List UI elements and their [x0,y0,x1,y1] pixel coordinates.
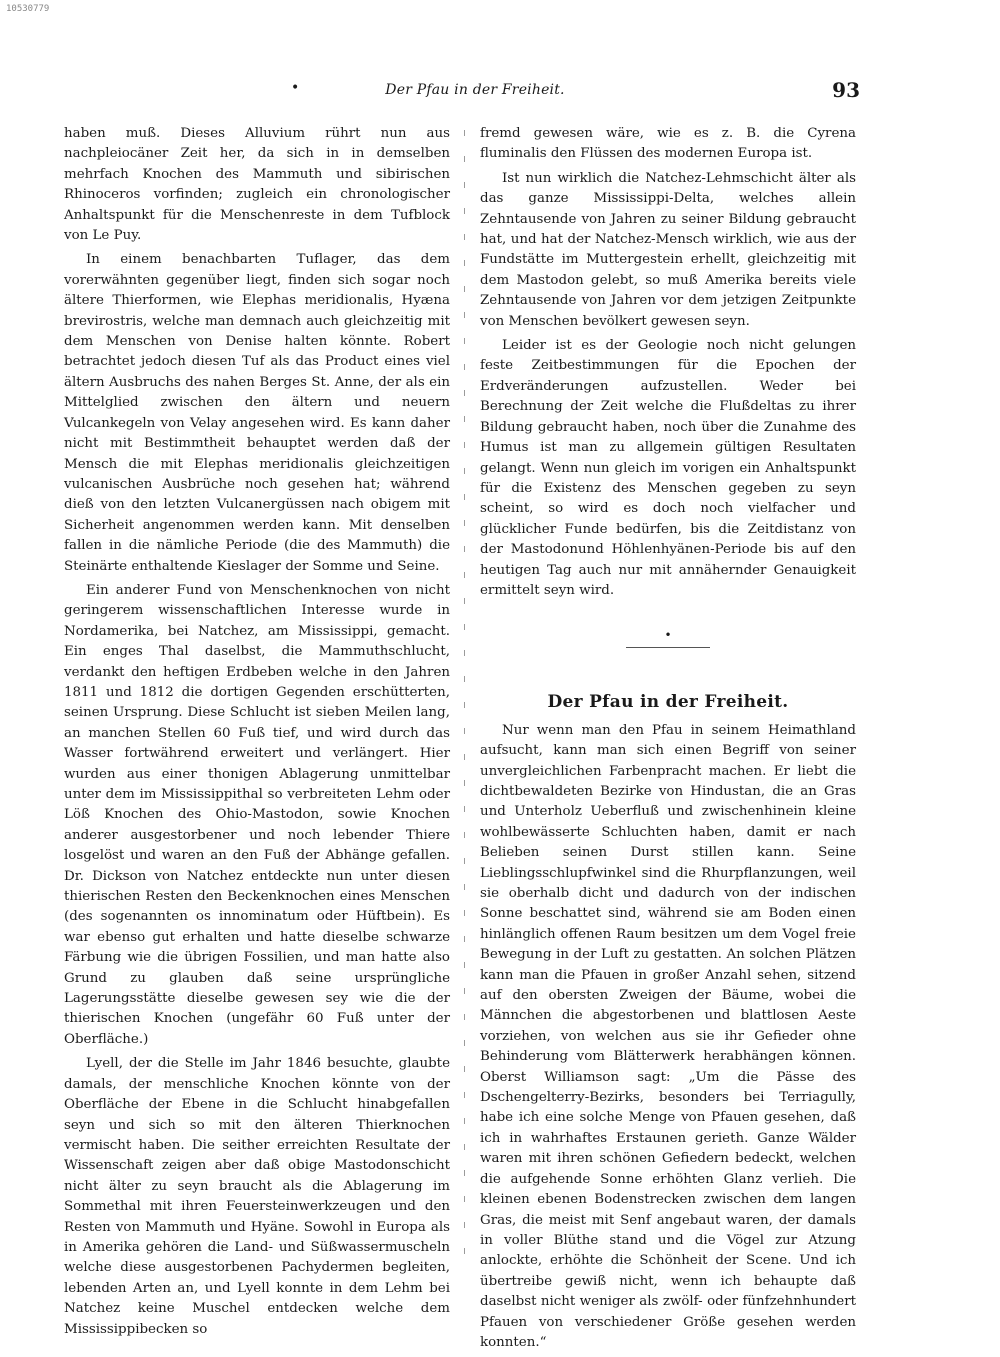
paragraph: haben muß. Dieses Alluvium rührt nun aus nachpleiocäner Zeit her, da sich in in demselben mehrfach Knochen des Mammuth und sibirischen Rhinoceros vorfinden; zugleich ein chronologischer Anhaltspunkt für die Menschenreste in dem Tufblock von Le Puy. [64,126,450,244]
paragraph: Nur wenn man den Pfau in seinem Heimathland aufsucht, kann man sich einen Begriff von seiner unvergleichlichen Farbenpracht machen. Er liebt die dichtbewaldeten Bezirke von Hindustan, die an Gras und Unterholz Ueberfluß und zwischenhinein kleine wohlbewässerte Schluchten haben, damit er nach Belieben seinen Durst stillen kann. Seine Lieblingsschlupfwinkel sind die Rhurpflanzungen, weil sie oberhalb dicht und dadurch von der indischen Sonne beschattet sind, während sie am Boden einen hinlänglich offenen Raum besitzen um dem Vogel freie Bewegung in der Luft zu gestatten. An solchen Plätzen kann man die Pfauen in großer Anzahl sehen, sitzend auf den obersten Zweigen der Bäume, wobei die Männchen die abgestorbenen und blattlosen Aeste vorziehen, von welchen aus sie ihr Gefieder ohne Behinderung vom Blätterwerk herabhängen können. Oberst Williamson sagt: „Um die Pässe des Dschengelterry-Bezirks, besonders bei Terriagully, habe ich eine solche Menge von Pfauen gesehen, daß ich in wahrhaftes Erstaunen gerieth. Ganze Wälder waren mit ihren schönen Gefiedern bedeckt, welchen die aufgehende Sonne erhöhten Glanz verlieh. Die kleinen ebenen Bodenstrecken zwischen dem langen Gras, die meist mit Senf angebaut waren, der damals in voller Blüthe stand und die Vögel zur Atzung anlockte, erhöhte die Schönheit der Scene. Und ich übertreibe gewiß nicht, wenn ich behaupte daß daselbst nicht weniger als zwölf- oder fünfzehnhundert Pfauen von verschiedener Größe gesehen werden konnten.“ [480,722,856,1350]
section-heading: Der Pfau in der Freiheit. [547,692,789,713]
running-head-title: Der Pfau in der Freiheit. [385,82,565,98]
scan-id: 10530779 [6,4,50,14]
column-divider [464,130,465,1260]
paragraph: Ist nun wirklich die Natchez-Lehmschicht älter als das ganze Mississippi-Delta, welches allein Zehntausende von Jahren zu seiner Bildung gebraucht hat, und hat der Natchez-Mensch wirklich, wie aus der Fundstätte im Muttergestein erhellt, gleichzeitig mit dem Mastodon gelebt, so muß Amerika bereits viele Zehntausende von Jahren vor dem jetzigen Zeitpunkte von Menschen bevölkert gewesen seyn. [480,170,856,329]
paragraph: Leider ist es der Geologie noch nicht gelungen feste Zeitbestimmungen für die Epochen der Erdveränderungen aufzustellen. Weder bei Berechnung der Zeit welche die Flußdeltas zu ihrer Bildung gebraucht haben, noch über die Zunahme des Humus ist man zu allgemein gültigen Resultaten gelangt. Wenn nun gleich im vorigen ein Anhaltspunkt für die Existenz des Menschen gegeben zu seyn scheint, so wird es doch noch vielfacher und glücklicher Funde bedürfen, bis die Zeitdistanz von der Mastodonund Höhlenhyänen-Periode bis auf den heutigen Tag auch nur mit annähernder Genauigkeit ermittelt seyn wird. [480,338,856,598]
page-number: 93 [832,78,860,102]
running-head-dot: • [291,80,300,96]
paragraph: Lyell, der die Stelle im Jahr 1846 besuchte, glaubte damals, der menschliche Knochen könnte von der Oberfläche der Ebene in die Schlucht hinabgefallen seyn und sich so mit den älteren Thierknochen vermischt haben. Die seither erreichten Resultate der Wissenschaft zeigen aber daß obige Mastodonschicht nicht älter zu seyn braucht als die Ablagerung im Sommethal mit ihren Feuersteinwerkzeugen und den Resten von Mammuth und Hyäne. Sowohl in Europa als in Amerika gehören die Land- und Süßwassermuscheln welche diese ausgestorbenen Pachydermen begleiten, lebenden Arten an, und Lyell konnte in dem Lehm bei Natchez keine Muschel entdecken welche dem Mississippibecken so [64,1056,450,1337]
right-column [480,124,856,1357]
separator-dot: • [664,628,672,643]
paragraph: Ein anderer Fund von Menschenknochen von nicht geringerem wissenschaftlichen Interesse wurde in Nordamerika, bei Natchez, am Mississippi, gemacht. Ein enges Thal daselbst, die Mammuthschlucht, verdankt den heftigen Erdbeben welche in den Jahren 1811 und 1812 die dortigen Gegenden erschütterten, seinen Ursprung. Diese Schlucht ist sieben Meilen lang, an manchen Stellen 60 Fuß tief, und wird durch das Wasser fortwährend erweitert und verlängert. Hier wurden aus einer thonigen Ablagerung unmittelbar unter dem im Mississippithal so verbreiteten Lehm oder Löß Knochen des Ohio-Mastodon, sowie Knochen anderer ausgestorbener und noch lebender Thiere losgelöst und waren an den Fuß der Abhänge gefallen. Dr. Dickson von Natchez entdeckte nun unter diesen thierischen Resten den Beckenknochen eines Menschen (des sogenannten os innominatum oder Hüftbein). Es war ebenso gut erhalten und hatte dieselbe schwarze Färbung wie die übrigen Fossilien, und man hatte also Grund zu glauben daß seine ursprüngliche Lagerungsstätte dieselbe gewesen sey wie die der thierischen Knochen (ungefähr 60 Fuß unter der Oberfläche.) [64,582,450,1047]
left-column [64,124,450,1344]
paragraph: In einem benachbarten Tuflager, das dem vorerwähnten gegenüber liegt, finden sich sogar noch ältere Thierformen, wie Elephas meridionalis, Hyæna brevirostris, welche man demnach auch gleichzeitig mit dem Menschen von Denise halten könnte. Robert betrachtet jedoch diesen Tuf als das Product eines viel ältern Ausbruchs des nahen Berges St. Anne, der als ein Mittelglied zwischen den ältern und neuern Vulcankegeln von Velay angesehen wird. Es kann daher nicht mit Bestimmtheit behauptet werden daß der Mensch die mit Elephas meridionalis gleichzeitigen vulcanischen Ausbrüche noch gesehen hat; während dieß von den letzten Vulcanergüssen nach obigem mit Sicherheit angenommen werden kann. Mit denselben fallen in die nämliche Periode (die des Mammuth) die Steinärte enthaltende Kieslager der Somme und Seine. [64,252,450,574]
separator-rule [626,647,710,648]
running-head [0,78,1000,102]
paragraph: fremd gewesen wäre, wie es z. B. die Cyrena fluminalis den Flüssen des modernen Europa ist. [480,126,856,162]
